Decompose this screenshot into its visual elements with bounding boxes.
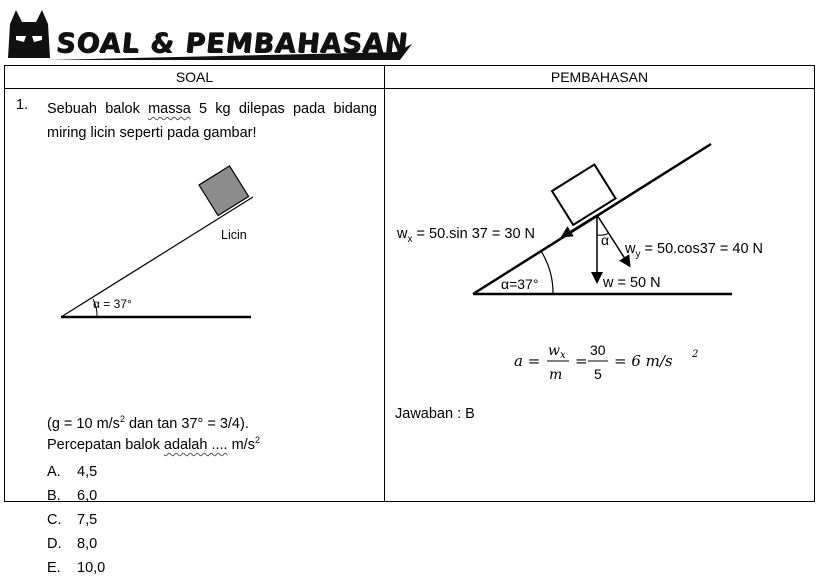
svg-text:m: m: [549, 367, 563, 383]
alpha-label: α: [601, 232, 610, 248]
svg-text:30: 30: [590, 342, 606, 358]
given-values: (g = 10 $m/s^2$ dan tan 37° = 3/4).: [47, 414, 249, 432]
option-c: C. 7,5: [47, 512, 98, 528]
table-header-row: [5, 66, 815, 89]
acceleration-formula: [514, 339, 714, 387]
col-soal-header: SOAL: [5, 66, 385, 89]
incline-surface: [61, 197, 253, 317]
svg-text:=: =: [575, 352, 588, 370]
question-ask: Percepatan balok adalah .... $m/s^2$: [47, 435, 260, 453]
solution-force-diagram: [385, 89, 815, 329]
angle-label: α = 37°: [93, 297, 132, 311]
option-e: E. 10,0: [47, 560, 106, 576]
angle-arc: [541, 251, 553, 294]
svg-text:a =: a =: [514, 352, 541, 370]
soal-table: [4, 65, 815, 576]
block: [552, 165, 616, 225]
table-row: [5, 89, 815, 502]
angle-label: α=37°: [501, 276, 539, 292]
solution-cell: [385, 89, 815, 502]
svg-text:wx: $w_x$: [548, 343, 566, 361]
svg-text:5: 5: [594, 366, 602, 382]
block: [199, 166, 249, 216]
formula-svg: [514, 339, 714, 383]
surface-label: Licin: [221, 228, 247, 242]
question-number: 1.: [16, 97, 29, 113]
wy-label: $w_y = 50.\cos 37 = 40$ N: [625, 241, 764, 260]
batman-mask-icon: [8, 10, 50, 58]
question-cell: [5, 89, 385, 576]
page-header: [0, 0, 817, 64]
question-incline-diagram: [5, 89, 385, 329]
option-b: B. 6,0: [47, 488, 98, 504]
col-pembahasan-header: PEMBAHASAN: [385, 66, 815, 89]
question-text: Sebuah balok massa 5 kg dilepas pada bidang miring licin seperti pada gambar!: [47, 101, 377, 141]
page-title: SOAL & PEMBAHASAN: [54, 28, 410, 59]
svg-text:2: 2: [692, 349, 699, 360]
option-d: D. 8,0: [47, 536, 98, 552]
answer-options: [47, 464, 105, 584]
svg-text:= 6 m/s: = 6 m/s: [614, 352, 673, 370]
w-label: w = 50 N: [603, 275, 661, 291]
answer-text: Jawaban : B: [395, 406, 475, 422]
option-a: A. 4,5: [47, 464, 98, 480]
wx-label: $w_x = 50.\sin$ 37 = 30 N: [397, 226, 536, 245]
